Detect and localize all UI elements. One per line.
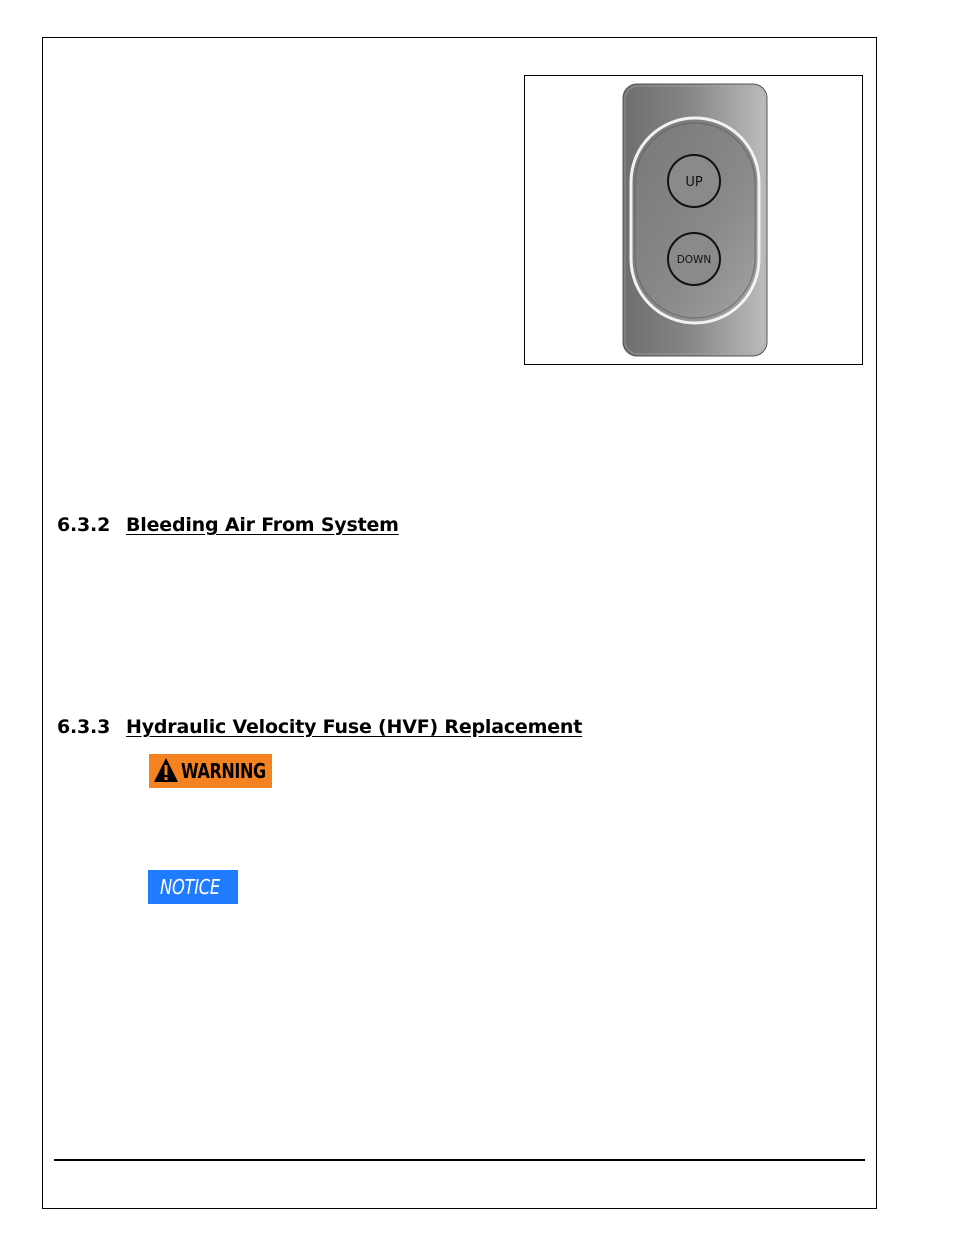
- warning-triangle-icon: [153, 757, 179, 784]
- down-label: DOWN: [676, 254, 712, 266]
- section-number: 6.3.2: [57, 514, 111, 536]
- down-button: [668, 233, 720, 285]
- notice-label: [148, 870, 238, 904]
- section-heading-6-3-2: [57, 514, 399, 536]
- section-number: 6.3.3: [57, 716, 111, 738]
- up-label: UP: [685, 175, 703, 190]
- warning-label: [149, 754, 272, 788]
- notice-text: NOTICE: [160, 875, 220, 899]
- pendant-control-figure: [524, 75, 863, 365]
- up-button: [668, 155, 720, 207]
- section-heading-6-3-3: [57, 716, 582, 738]
- pendant-control-icon: [525, 76, 864, 366]
- footer-rule: [54, 1159, 865, 1161]
- section-title: Bleeding Air From System: [126, 514, 399, 536]
- section-title: Hydraulic Velocity Fuse (HVF) Replacement: [126, 716, 583, 738]
- warning-text: WARNING: [181, 759, 266, 783]
